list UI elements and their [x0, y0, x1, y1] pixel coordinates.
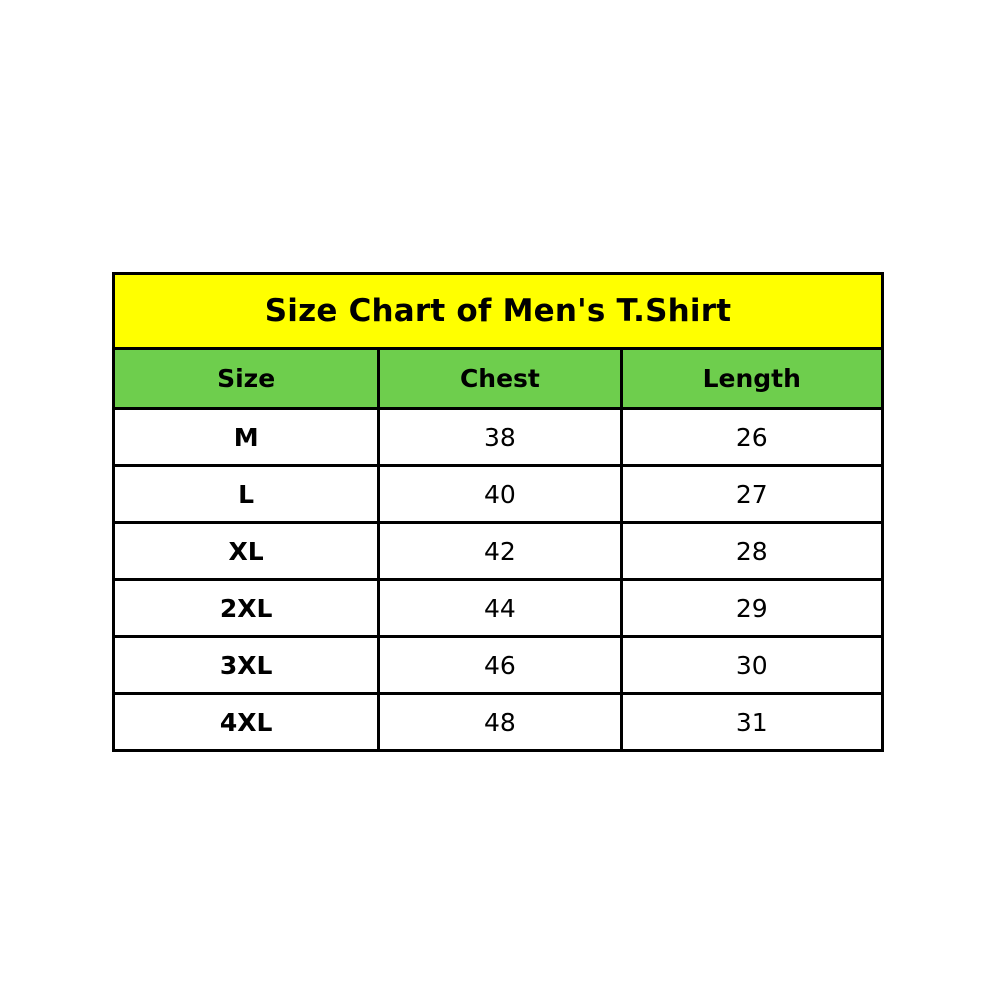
table-row [114, 694, 883, 751]
cell-size: L [114, 466, 379, 523]
table-title-row [114, 274, 883, 349]
size-chart-container [112, 272, 884, 737]
cell-chest: 44 [379, 580, 621, 637]
cell-size: 3XL [114, 637, 379, 694]
table-row [114, 466, 883, 523]
column-header-size: Size [114, 349, 379, 409]
cell-length: 29 [621, 580, 882, 637]
cell-size: XL [114, 523, 379, 580]
cell-size: M [114, 409, 379, 466]
size-chart-table [112, 272, 884, 752]
cell-chest: 40 [379, 466, 621, 523]
table-row [114, 580, 883, 637]
column-header-length: Length [621, 349, 882, 409]
cell-length: 26 [621, 409, 882, 466]
cell-length: 28 [621, 523, 882, 580]
table-row [114, 523, 883, 580]
cell-length: 27 [621, 466, 882, 523]
cell-size: 4XL [114, 694, 379, 751]
chart-title: Size Chart of Men's T.Shirt [114, 274, 883, 349]
table-row [114, 409, 883, 466]
cell-chest: 48 [379, 694, 621, 751]
cell-chest: 46 [379, 637, 621, 694]
cell-size: 2XL [114, 580, 379, 637]
table-row [114, 637, 883, 694]
cell-length: 30 [621, 637, 882, 694]
table-header-row [114, 349, 883, 409]
cell-chest: 38 [379, 409, 621, 466]
cell-length: 31 [621, 694, 882, 751]
cell-chest: 42 [379, 523, 621, 580]
column-header-chest: Chest [379, 349, 621, 409]
